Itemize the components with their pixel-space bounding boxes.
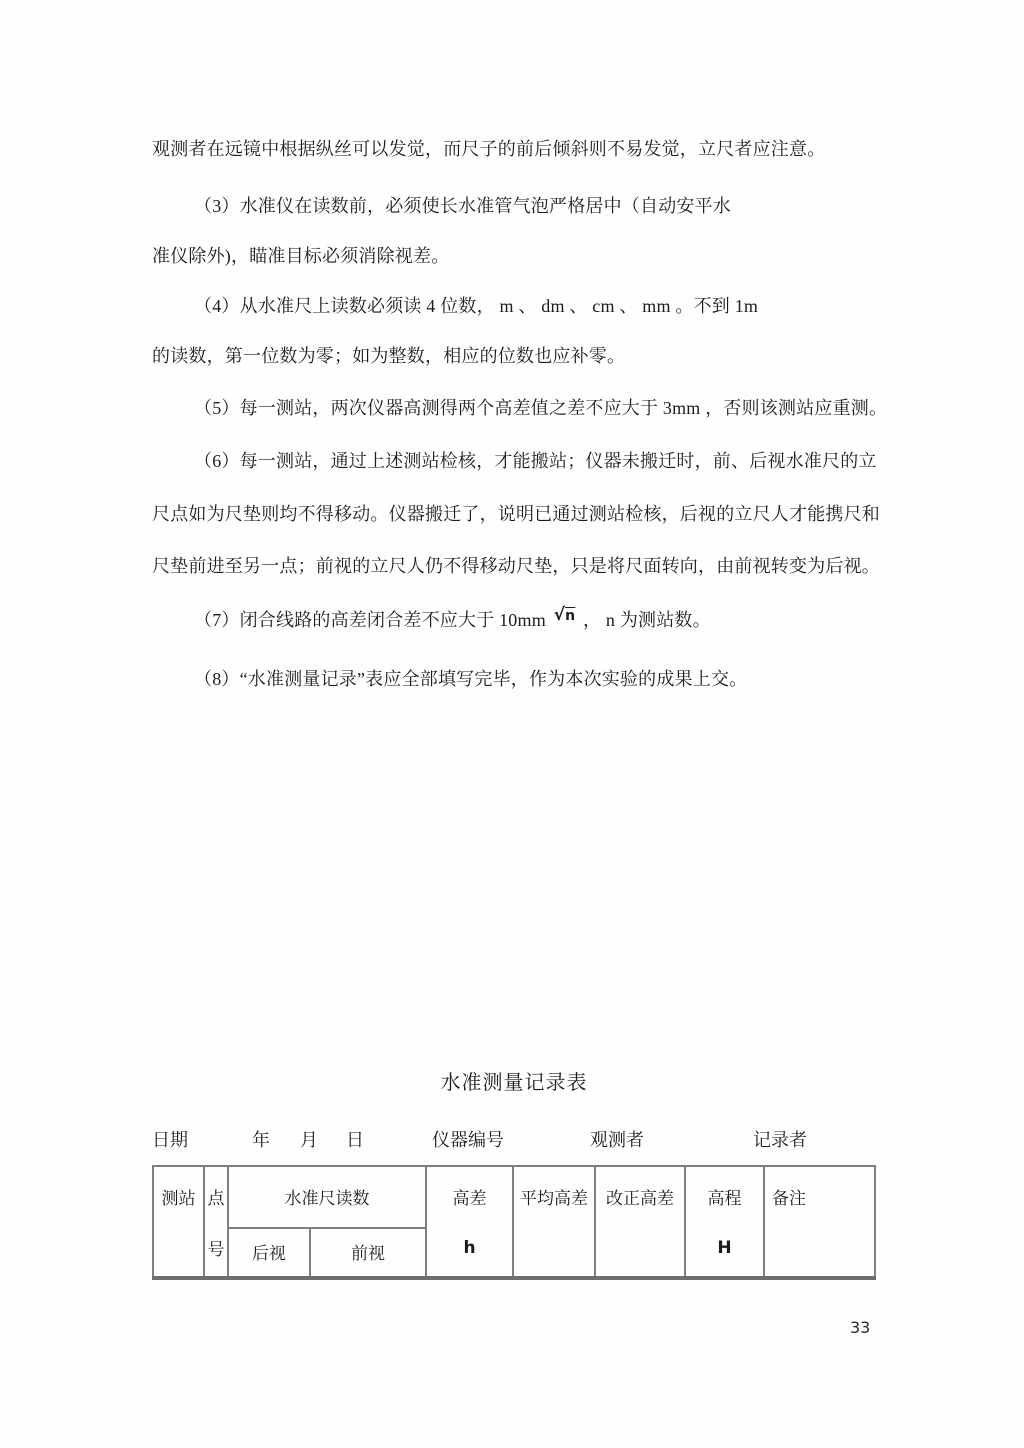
point-char: 点 [207,1188,225,1208]
col-header-elevation: 高程 H [685,1166,764,1278]
record-table [152,1165,876,1280]
day-label: 日 [346,1130,364,1150]
col-header-average-height-difference: 平均高差 [513,1166,595,1278]
record-table-title: 水准测量记录表 [440,1072,588,1094]
formula-pre-text: （7）闭合线路的高差闭合差不应大于 10mm [194,610,546,630]
year-label: 年 [252,1130,270,1150]
paragraph-line: （8）“水准测量记录”表应全部填写完毕，作为本次实验的成果上交。 [194,669,748,689]
paragraph-line: 准仪除外)，瞄准目标必须消除视差。 [152,246,450,266]
paragraph-line-formula [152,607,878,635]
paragraph-line: 尺点如为尺垫则均不得移动。仪器搬迁了，说明已通过测站检核，后视的立尺人才能携尺和 [152,504,880,524]
record-table-info-row [0,1126,1024,1152]
radicand: n [565,608,576,624]
square-root-symbol: √n [553,605,576,625]
date-label: 日期 [152,1130,188,1150]
observer-label: 观测者 [590,1130,644,1150]
height-difference-symbol: h [463,1237,476,1258]
paragraph-line: （3）水准仪在读数前，必须使长水准管气泡严格居中（自动安平水 [194,196,731,216]
col-header-fore-sight: 前视 [310,1228,426,1278]
paragraph-line: （5）每一测站，两次仪器高测得两个高差值之差不应大于 3mm ，否则该测站应重测。 [194,398,888,418]
number-char: 号 [207,1240,225,1259]
paragraph-line: 观测者在远镜中根据纵丝可以发觉，而尺子的前后倾斜则不易发觉，立尺者应注意。 [152,139,826,159]
formula-post-text: ， n 为测站数。 [583,610,711,630]
col-header-station: 测站 [153,1166,204,1278]
col-header-remarks: 备注 [764,1166,875,1278]
month-label: 月 [300,1130,318,1150]
col-header-back-sight: 后视 [228,1228,310,1278]
col-header-height-difference: 高差 h [426,1166,513,1278]
col-header-corrected-height-difference: 改正高差 [595,1166,685,1278]
instrument-no-label: 仪器编号 [432,1130,504,1150]
col-header-rod-reading: 水准尺读数 [228,1166,426,1228]
paragraph-line: 尺垫前进至另一点；前视的立尺人仍不得移动尺垫，只是将尺面转向，由前视转变为后视。 [152,556,880,576]
recorder-label: 记录者 [753,1130,807,1150]
page-number: 33 [850,1318,871,1337]
col-header-point-number [204,1166,228,1278]
elevation-symbol: H [717,1237,732,1258]
paragraph-line: （4）从水准尺上读数必须读 4 位数， m 、 dm 、 cm 、 mm 。不到 1m [194,296,759,316]
paragraph-line: 的读数，第一位数为零；如为整数，相应的位数也应补零。 [152,346,626,366]
paragraph-line: （6）每一测站，通过上述测站检核，才能搬站；仪器未搬迁时，前、后视水准尺的立 [194,451,877,471]
